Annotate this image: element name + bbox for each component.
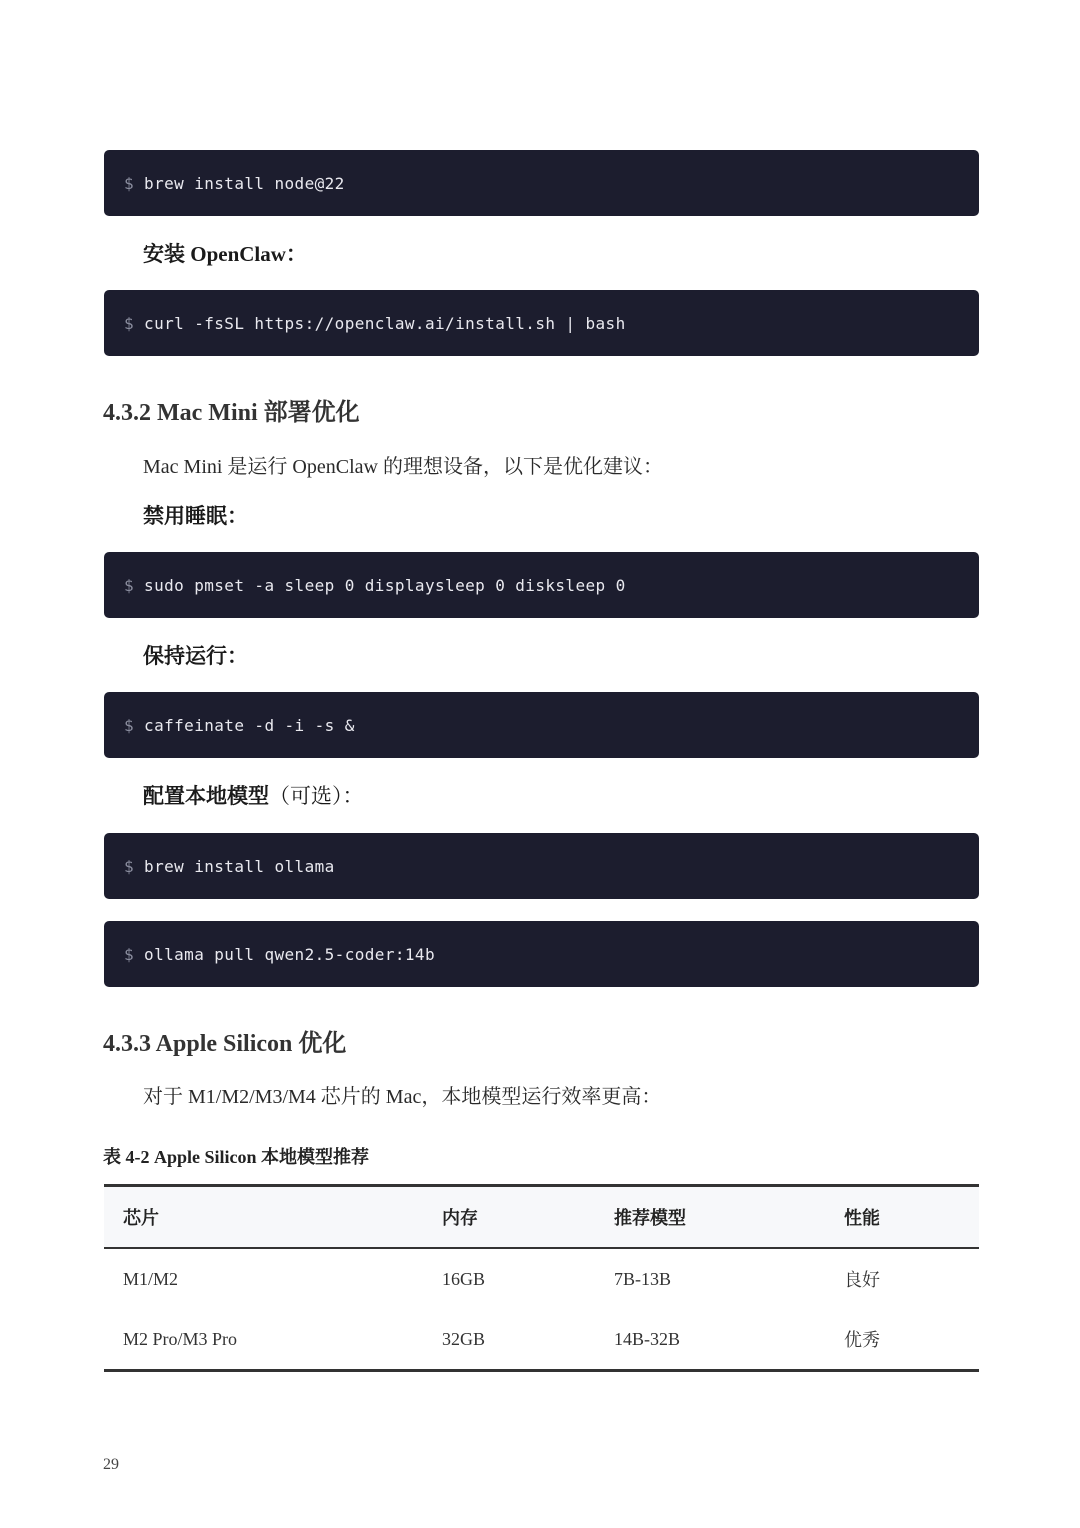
- table-row: [104, 1248, 979, 1309]
- section-heading-4-3-3: 4.3.3 Apple Silicon 优化: [103, 1031, 347, 1057]
- code-block-brew-node: [104, 150, 979, 216]
- header-recommended-model: 推荐模型: [614, 1208, 686, 1228]
- code-block-brew-ollama: [104, 833, 979, 899]
- cell-model: 14B-32B: [614, 1328, 681, 1349]
- cell-performance: 优秀: [844, 1330, 880, 1350]
- code-block-caffeinate: [104, 692, 979, 758]
- header-chip: 芯片: [123, 1208, 159, 1228]
- code-text: caffeinate -d -i -s &: [144, 715, 355, 735]
- cell-model: 7B-13B: [614, 1268, 672, 1289]
- code-text: sudo pmset -a sleep 0 displaysleep 0 disksleep 0: [144, 575, 626, 595]
- page-number: 29: [103, 1456, 119, 1473]
- code-text: curl -fsSL https://openclaw.ai/install.sh | bash: [144, 313, 626, 333]
- shell-prompt: $: [124, 173, 135, 193]
- section-4-3-3-intro: 对于 M1/M2/M3/M4 芯片的 Mac，本地模型运行效率更高：: [143, 1086, 662, 1108]
- shell-prompt: $: [124, 313, 135, 333]
- shell-prompt: $: [124, 575, 135, 595]
- disable-sleep-label: 禁用睡眠：: [143, 504, 248, 528]
- cell-memory: 16GB: [442, 1268, 486, 1289]
- header-performance: 性能: [844, 1208, 880, 1228]
- shell-prompt: $: [124, 944, 135, 964]
- cell-chip: M1/M2: [123, 1268, 179, 1289]
- code-text: brew install ollama: [144, 856, 335, 876]
- section-heading-4-3-2: 4.3.2 Mac Mini 部署优化: [103, 400, 360, 426]
- shell-prompt: $: [124, 856, 135, 876]
- install-openclaw-label: 安装 OpenClaw：: [143, 242, 307, 266]
- code-block-curl: [104, 290, 979, 356]
- section-4-3-2-intro: Mac Mini 是运行 OpenClaw 的理想设备，以下是优化建议：: [143, 456, 663, 478]
- header-memory: 内存: [442, 1208, 478, 1228]
- code-block-pmset: [104, 552, 979, 618]
- local-model-label: [143, 780, 364, 810]
- code-block-ollama-pull: [104, 921, 979, 987]
- table-row: [104, 1309, 979, 1371]
- code-text: ollama pull qwen2.5-coder:14b: [144, 944, 435, 964]
- table-header-row: [104, 1186, 979, 1249]
- keep-running-label: 保持运行：: [143, 644, 248, 668]
- model-recommendation-table: [104, 1184, 979, 1372]
- cell-chip: M2 Pro/M3 Pro: [123, 1328, 238, 1349]
- local-model-label-text: 配置本地模型: [143, 784, 269, 808]
- optional-note: （可选）：: [269, 784, 364, 808]
- table-caption: 表 4-2 Apple Silicon 本地模型推荐: [103, 1147, 370, 1167]
- cell-memory: 32GB: [442, 1328, 486, 1349]
- cell-performance: 良好: [844, 1270, 880, 1290]
- code-text: brew install node@22: [144, 173, 345, 193]
- shell-prompt: $: [124, 715, 135, 735]
